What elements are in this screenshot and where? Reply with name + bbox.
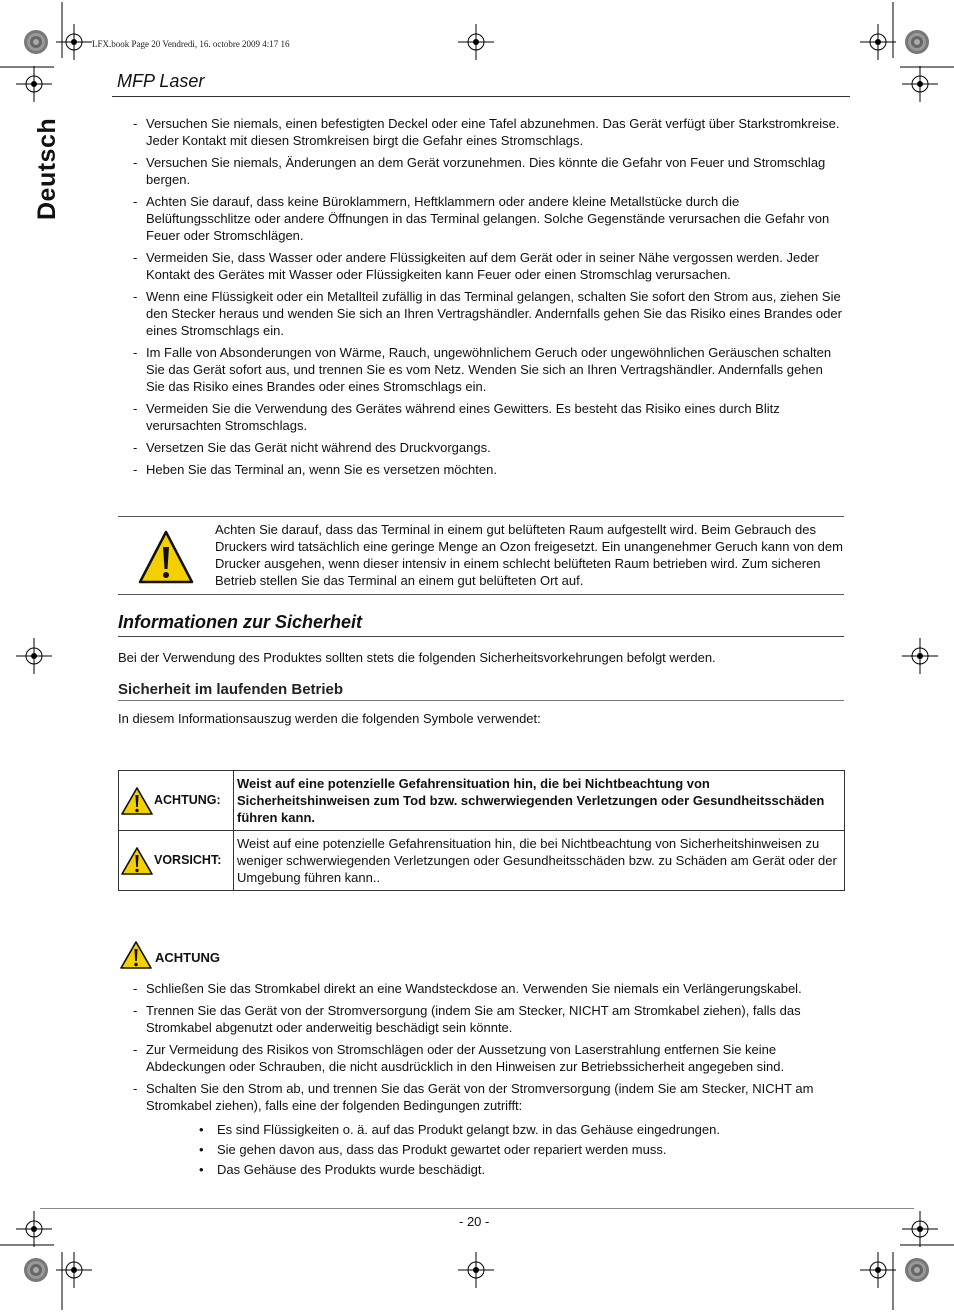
list-item: - Im Falle von Absonderungen von Wärme, Rauch, ungewöhnlichem Geruch oder ungewöhnlichen Geräuschen schalten Sie das Gerät sofort aus, und trennen Sie es vom Netz. Wenden Sie sich an Ihren Vertragshändler. Andernfalls gehen Sie das Risiko eines Brandes oder eines Stromschlags ein. bbox=[133, 344, 845, 395]
warning-triangle-icon bbox=[138, 529, 194, 585]
section-title: Informationen zur Sicherheit bbox=[118, 612, 363, 632]
file-info: LFX.book Page 20 Vendredi, 16. octobre 2009 4:17 16 bbox=[92, 39, 290, 49]
list-item: - Schalten Sie den Strom ab, und trennen Sie das Gerät von der Stromversorgung (indem Sie am Stecker, NICHT am Stromkabel ziehen), falls eine der folgenden Bedingungen zutrifft: bbox=[133, 1080, 845, 1114]
warning-label: ACHTUNG bbox=[155, 950, 220, 965]
notice-bottom-rule bbox=[118, 594, 844, 595]
ozone-notice: Achten Sie darauf, dass das Terminal in einem gut belüfteten Raum aufgestellt wird. Beim Gebrauch des Druckers wird tatsächlich eine geringe Menge an Ozon freigesetzt. Ein unangenehmer Geruch kann von dem Drucker ausgehen, wenn dieser intensiv in einem schlecht belüfteten Raum betrieben wird. Zum sicheren Betrieb stellen Sie das Terminal an einem gut belüfteten Ort auf. bbox=[215, 522, 843, 588]
product-name: MFP Laser bbox=[117, 71, 205, 91]
side-language-label: Deutsch bbox=[32, 117, 61, 220]
symbol-label: VORSICHT: bbox=[154, 853, 222, 867]
list-item: - Heben Sie das Terminal an, wenn Sie es versetzen möchten. bbox=[133, 461, 845, 478]
symbol-description: Weist auf eine potenzielle Gefahrensituation hin, die bei Nichtbeachtung von Sicherheitshinweisen zu weniger schwerwiegenden Verletzungen oder Gesundheitsschäden bzw. zu Schäden am Gerät oder der Umgebung führen kann.. bbox=[234, 831, 845, 891]
warning-triangle-icon bbox=[121, 786, 153, 816]
symbol-cell bbox=[119, 771, 234, 831]
subsection-intro: In diesem Informationsauszug werden die folgenden Symbole verwendet: bbox=[118, 711, 541, 726]
section-intro: Bei der Verwendung des Produktes sollten stets die folgenden Sicherheitsvorkehrungen befolgt werden. bbox=[118, 650, 716, 665]
list-item: - Versuchen Sie niemals, einen befestigten Deckel oder eine Tafel abzunehmen. Das Gerät verfügt über Starkstromkreise. Jeder Kontakt mit diesen Stromkreisen birgt die Gefahr eines Stromschlags. bbox=[133, 115, 845, 149]
list-item: - Vermeiden Sie die Verwendung des Gerätes während eines Gewitters. Es besteht das Risiko eines durch Blitz verursachten Stromschlags. bbox=[133, 400, 845, 434]
table-row bbox=[119, 831, 845, 891]
subsection-title: Sicherheit im laufenden Betrieb bbox=[118, 681, 344, 698]
list-item: • Es sind Flüssigkeiten o. ä. auf das Produkt gelangt bzw. in das Gehäuse eingedrungen. bbox=[199, 1121, 839, 1138]
section-rule bbox=[118, 636, 844, 637]
list-item: - Schließen Sie das Stromkabel direkt an eine Wandsteckdose an. Verwenden Sie niemals ein Verlängerungskabel. bbox=[133, 980, 845, 997]
list-item: • Das Gehäuse des Produkts wurde beschädigt. bbox=[199, 1161, 839, 1178]
warning-triangle-icon bbox=[120, 940, 152, 970]
symbol-description: Weist auf eine potenzielle Gefahrensituation hin, die bei Nichtbeachtung von Sicherheitshinweisen zum Tod bzw. schwerwiegenden Verletzungen oder Gesundheitsschäden führen kann. bbox=[234, 771, 845, 831]
conditions-list bbox=[199, 1121, 839, 1181]
header-rule bbox=[112, 96, 850, 97]
list-item: - Zur Vermeidung des Risikos von Stromschlägen oder der Aussetzung von Laserstrahlung entfernen Sie keine Abdeckungen oder Schrauben, die nicht ausdrücklich in den Hinweisen zur Betriebssicherheit angegeben sind. bbox=[133, 1041, 845, 1075]
subsection-rule bbox=[118, 700, 844, 701]
list-item: - Achten Sie darauf, dass keine Büroklammern, Heftklammern oder andere kleine Metallstücke durch die Belüftungsschlitze oder andere Öffnungen in das Terminal gelangen. Solche Gegenstände verursachen die Gefahr von Feuer oder Stromschlägen. bbox=[133, 193, 845, 244]
page-number: - 20 - bbox=[459, 1214, 490, 1229]
footer-rule bbox=[40, 1208, 914, 1209]
list-item: - Versuchen Sie niemals, Änderungen an dem Gerät vorzunehmen. Dies könnte die Gefahr von Feuer und Stromschlag bergen. bbox=[133, 154, 845, 188]
warning-triangle-icon bbox=[121, 846, 153, 876]
table-row bbox=[119, 771, 845, 831]
symbol-cell bbox=[119, 831, 234, 891]
side-language-tab bbox=[27, 110, 67, 220]
notice-top-rule bbox=[118, 516, 844, 517]
list-item: • Sie gehen davon aus, dass das Produkt gewartet oder repariert werden muss. bbox=[199, 1141, 839, 1158]
safety-list-1 bbox=[133, 115, 845, 483]
list-item: - Trennen Sie das Gerät von der Stromversorgung (indem Sie am Stecker, NICHT am Stromkabel ziehen), falls das Stromkabel abgenutzt oder anderweitig beschädigt sein könnte. bbox=[133, 1002, 845, 1036]
symbols-table bbox=[118, 770, 845, 891]
list-item: - Wenn eine Flüssigkeit oder ein Metallteil zufällig in das Terminal gelangen, schalten Sie sofort den Strom aus, ziehen Sie den Stecker heraus und wenden Sie sich an Ihren Vertragshändler. Andernfalls gehen Sie das Risiko eines Brandes oder eines Stromschlags ein. bbox=[133, 288, 845, 339]
list-item: - Vermeiden Sie, dass Wasser oder andere Flüssigkeiten auf dem Gerät oder in seiner Nähe vergossen werden. Jeder Kontakt des Gerätes mit Wasser oder Flüssigkeiten kann Feuer oder einen Stromschlag verursachen. bbox=[133, 249, 845, 283]
safety-list-2 bbox=[133, 980, 845, 1119]
list-item: - Versetzen Sie das Gerät nicht während des Druckvorgangs. bbox=[133, 439, 845, 456]
symbol-label: ACHTUNG: bbox=[154, 793, 221, 807]
